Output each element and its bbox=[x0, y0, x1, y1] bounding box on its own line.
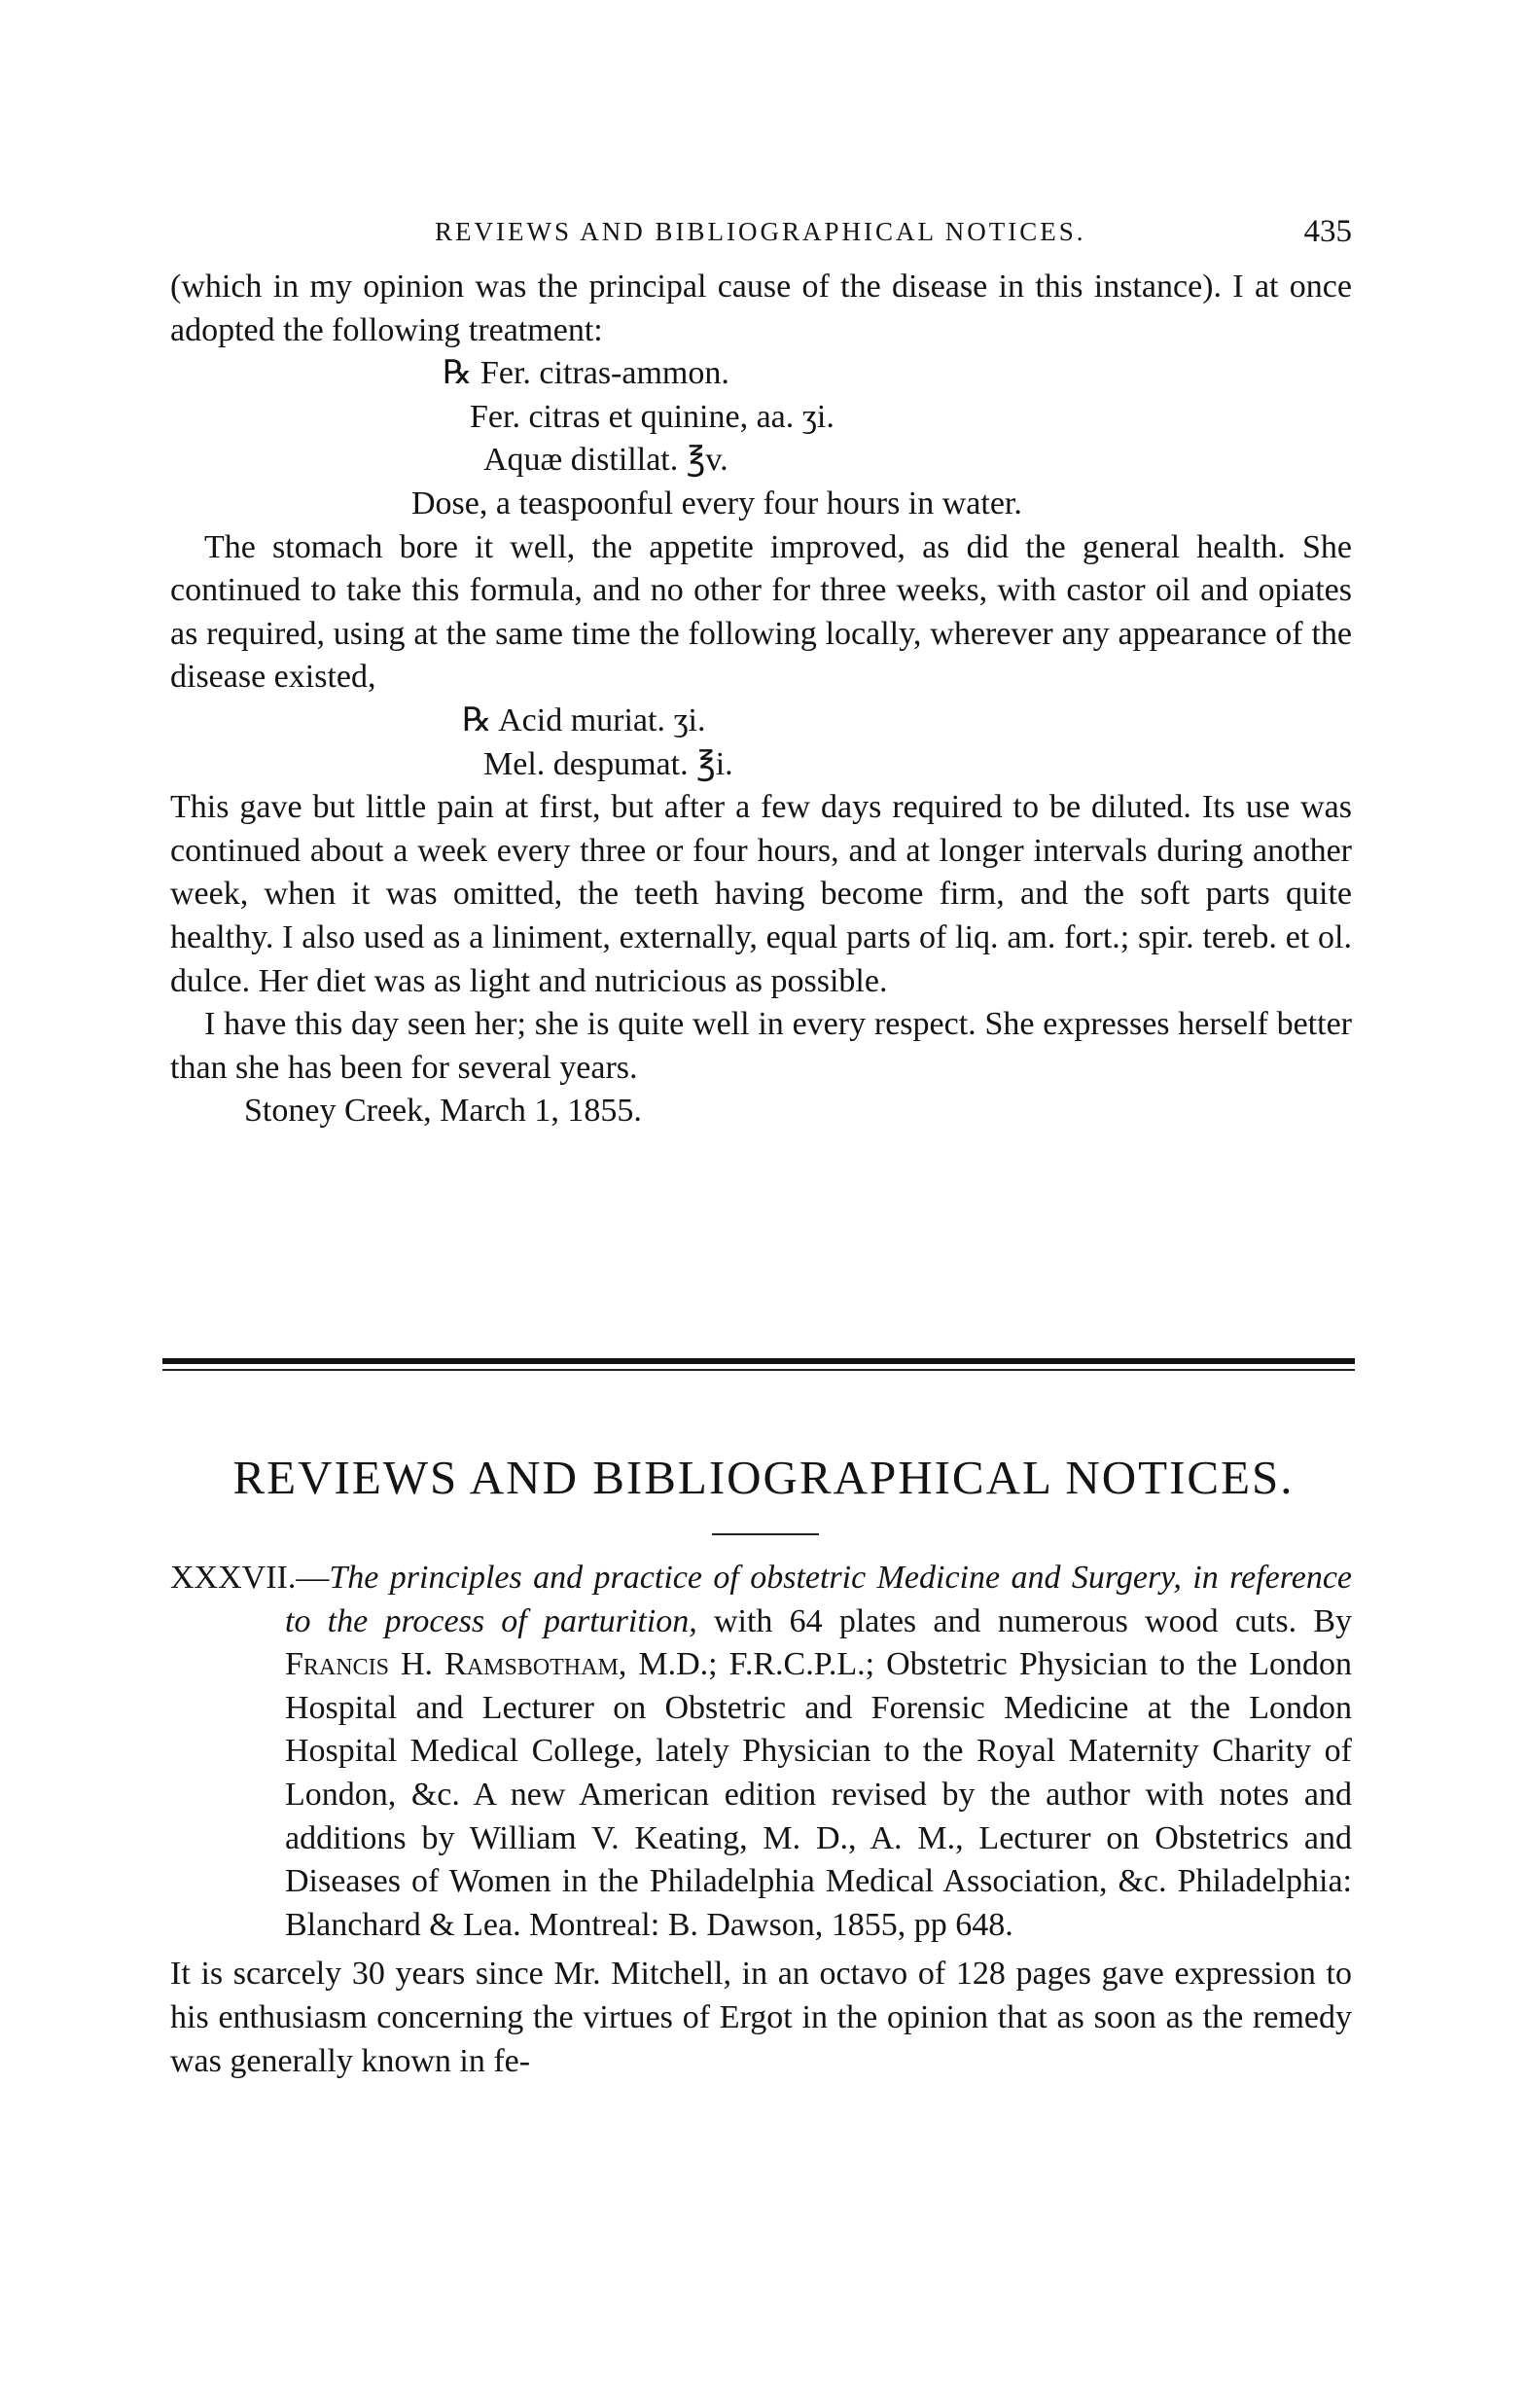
section-divider-thick bbox=[162, 1358, 1355, 1364]
prescription-line: Aquæ distillat. ℥v. bbox=[483, 442, 728, 479]
prescription-line: Fer. citras et quinine, aa. ʒi. bbox=[470, 398, 835, 435]
case-report bbox=[170, 266, 1352, 1133]
review-entry bbox=[170, 1557, 1352, 1947]
case-opening: (which in my opinion was the principal cause of the disease in this instance). I at once adopted the following treatment: bbox=[170, 269, 1352, 348]
prescription-line: ℞ Acid muriat. ʒi. bbox=[462, 701, 706, 738]
review-section bbox=[170, 1557, 1352, 2083]
page-header bbox=[170, 214, 1352, 256]
author-name: Francis H. Ramsbotham bbox=[285, 1646, 619, 1683]
page-number: 435 bbox=[1303, 214, 1352, 249]
dose-instruction: Dose, a teaspoonful every four hours in water. bbox=[411, 485, 1022, 521]
book-title: The principles and practice of obstetric Medicine and Surgery, in reference to the process of parturition, bbox=[285, 1560, 1352, 1639]
title-underline bbox=[712, 1533, 819, 1535]
dateline: Stoney Creek, March 1, 1855. bbox=[244, 1093, 642, 1130]
case-result-paragraph: This gave but little pain at first, but after a few days required to be diluted. Its use was continued about a week every three or four hours, and at longer intervals during another week, when it was omitted, the teeth having become firm, and the soft parts quite healthy. I also used as a liniment, externally, equal parts of liq. am. fort.; spir. tereb. et ol. dulce. Her diet was as light and nutricious as possible. bbox=[170, 789, 1352, 999]
entry-number: XXXVII.— bbox=[170, 1560, 330, 1596]
section-title: REVIEWS AND BIBLIOGRAPHICAL NOTICES. bbox=[232, 1451, 1295, 1504]
section-divider-thin bbox=[162, 1369, 1355, 1371]
case-continuation: The stomach bore it well, the appetite improved, as did the general health. She continued to take this formula, and no other for three weeks, with castor oil and opiates as required, using at the same time the following locally, wherever any appearance of the disease existed, bbox=[170, 528, 1352, 696]
review-paragraph: It is scarcely 30 years since Mr. Mitchell, in an octavo of 128 pages gave expression to his enthusiasm concerning the virtues of Ergot in the opinion that as soon as the remedy was generally known in fe- bbox=[170, 1956, 1352, 2079]
prescription-line: ℞ Fer. citras-ammon. bbox=[443, 355, 729, 392]
entry-description-continued: , M.D.; F.R.C.P.L.; Obstetric Physician to the London Hospital and Lecturer on Obstetric and Forensic Medicine at the London Hospital Medical College, lately Physician to the Royal Maternity Charity of London, &c. A new American edition revised by the author with notes and additions by William V. Keating, M. D., A. M., Lecturer on Obstetrics and Diseases of Women in the Philadelphia Medical Association, &c. Philadelphia: Blanchard & Lea. Montreal: B. Dawson, 1855, pp 648. bbox=[285, 1646, 1352, 1943]
case-final-paragraph: I have this day seen her; she is quite well in every respect. She expresses herself better than she has been for several years. bbox=[170, 1006, 1352, 1086]
prescription-line: Mel. despumat. ℥i. bbox=[483, 745, 733, 782]
running-head: REVIEWS AND BIBLIOGRAPHICAL NOTICES. bbox=[435, 217, 1086, 246]
entry-description: with 64 plates and numerous wood cuts. By bbox=[696, 1602, 1352, 1639]
